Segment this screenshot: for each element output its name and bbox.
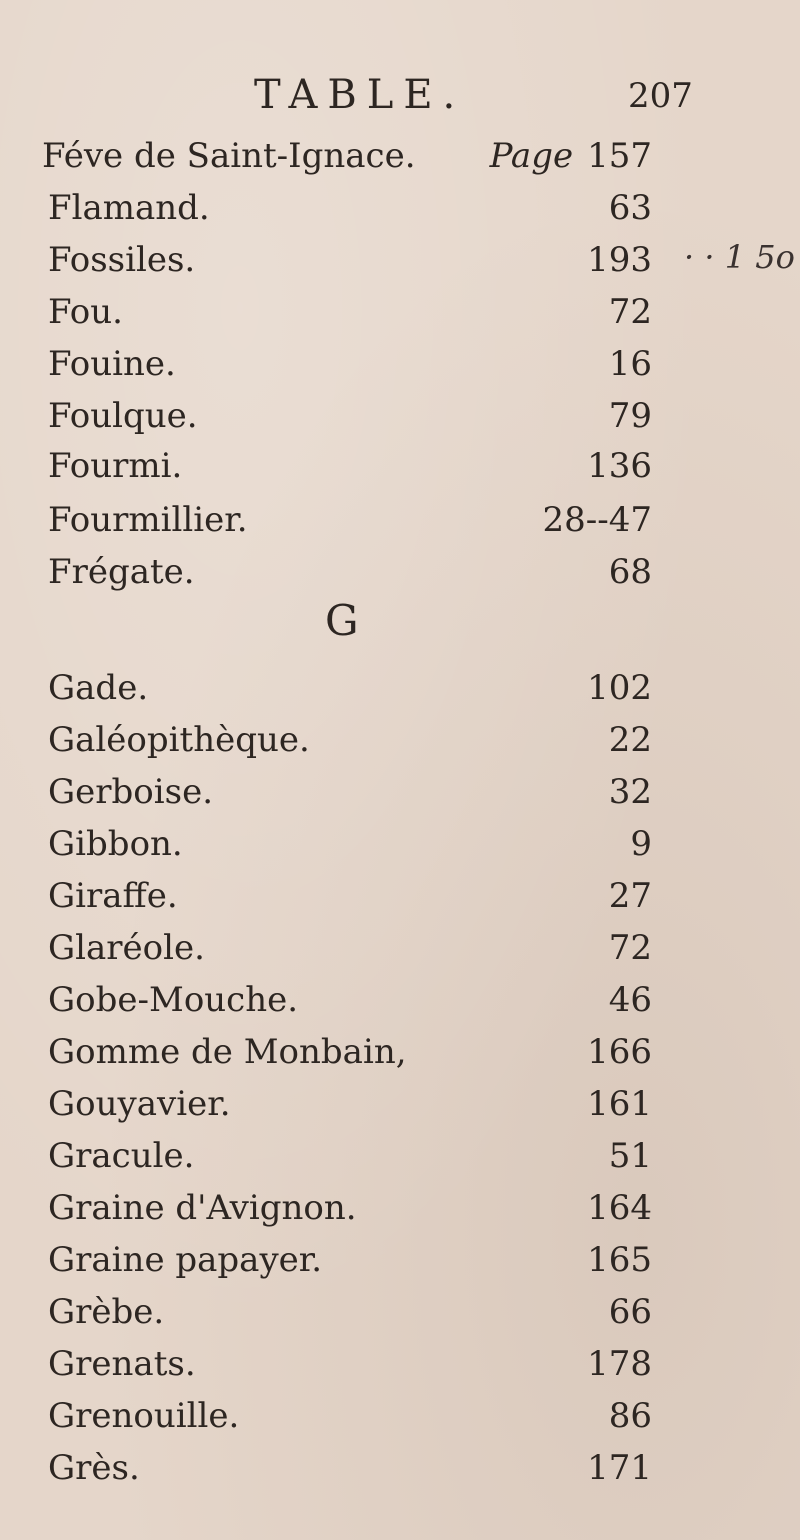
index-entry-page-number: 157 <box>587 136 652 176</box>
index-entry-name: Fou. <box>48 292 123 332</box>
index-entry-name: Gomme de Monbain, <box>48 1032 407 1072</box>
index-entry-page: 66 <box>608 1292 652 1332</box>
index-entry-page: 16 <box>608 344 652 384</box>
index-entry-name: Fossiles. <box>48 240 196 280</box>
index-entry-name: Grèbe. <box>48 1292 165 1332</box>
index-entry-page: 164 <box>587 1188 652 1228</box>
index-entry-name: Féve de Saint-Ignace. <box>42 136 416 176</box>
index-entry-name: Foulque. <box>48 396 198 436</box>
index-entry-page: 72 <box>608 928 652 968</box>
index-entry-name: Gobe-Mouche. <box>48 980 299 1020</box>
index-entry-page: 51 <box>608 1136 652 1176</box>
index-entry-page: 136 <box>587 446 652 486</box>
folio-number: 207 <box>628 76 693 116</box>
page-label: Page <box>489 136 574 176</box>
index-entry-page: 72 <box>608 292 652 332</box>
index-entry-name: Grenouille. <box>48 1396 240 1436</box>
section-letter: G <box>325 596 359 645</box>
index-entry-page: 171 <box>587 1448 652 1488</box>
index-entry-name: Gerboise. <box>48 772 214 812</box>
index-entry-page: 63 <box>608 188 652 228</box>
index-entry-name: Grès. <box>48 1448 140 1488</box>
index-entry-page: 161 <box>587 1084 652 1124</box>
index-entry-page: 86 <box>608 1396 652 1436</box>
index-entry-name: Flamand. <box>48 188 210 228</box>
index-entry-page <box>490 136 652 176</box>
index-entry-name: Gibbon. <box>48 824 183 864</box>
index-entry-page: 178 <box>587 1344 652 1384</box>
index-entry-name: Fourmillier. <box>48 500 248 540</box>
index-entry-name: Giraffe. <box>48 876 178 916</box>
index-entry-page: 193 <box>587 240 652 280</box>
index-entry-name: Graine d'Avignon. <box>48 1188 357 1228</box>
index-entry-page: 46 <box>608 980 652 1020</box>
index-entry-name: Graine papayer. <box>48 1240 323 1280</box>
index-entry-page: 22 <box>608 720 652 760</box>
index-entry-page: 165 <box>587 1240 652 1280</box>
index-entry-name: Gade. <box>48 668 149 708</box>
index-entry-name: Fouine. <box>48 344 176 384</box>
index-entry-page: 68 <box>608 552 652 592</box>
index-entry-page: 166 <box>587 1032 652 1072</box>
index-entry-name: Galéopithèque. <box>48 720 310 760</box>
handwritten-margin-note: · · 1 5o <box>684 238 795 276</box>
index-entry-name: Frégate. <box>48 552 195 592</box>
index-entry-page: 9 <box>630 824 652 864</box>
index-entry-page: 102 <box>587 668 652 708</box>
index-entry-page: 28--47 <box>542 500 652 540</box>
index-entry-name: Glaréole. <box>48 928 205 968</box>
index-entry-name: Gracule. <box>48 1136 195 1176</box>
index-entry-page: 79 <box>608 396 652 436</box>
index-entry-name: Grenats. <box>48 1344 196 1384</box>
running-head: TABLE. <box>254 72 466 118</box>
index-entry-name: Fourmi. <box>48 446 183 486</box>
index-entry-page: 27 <box>608 876 652 916</box>
index-entry-page: 32 <box>608 772 652 812</box>
index-entry-name: Gouyavier. <box>48 1084 231 1124</box>
